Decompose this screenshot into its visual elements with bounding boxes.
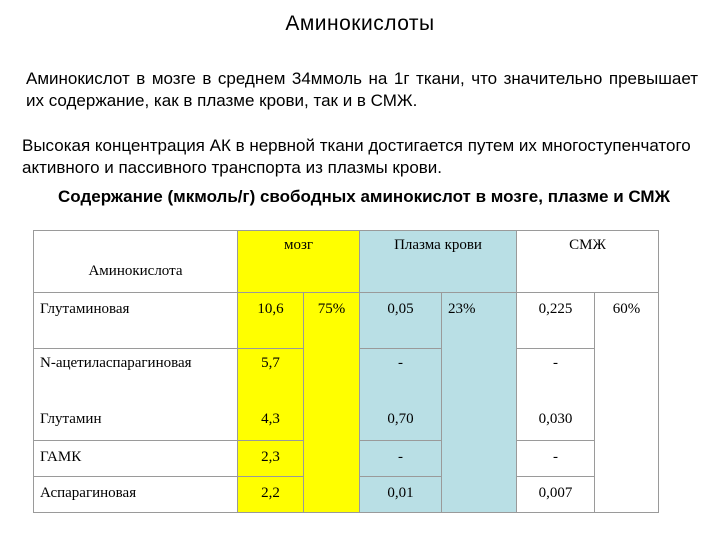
header-amino-acid: Аминокислота bbox=[34, 231, 238, 293]
row-name: Глутамин bbox=[34, 399, 238, 441]
header-csf: СМЖ bbox=[517, 231, 659, 293]
row-brain-value: 2,3 bbox=[238, 441, 304, 477]
row-csf-value: - bbox=[517, 441, 595, 477]
row-name: Глутаминовая bbox=[34, 293, 238, 349]
row-name: ГАМК bbox=[34, 441, 238, 477]
row-plasma-value: - bbox=[360, 349, 442, 399]
row-brain-value: 5,7 bbox=[238, 349, 304, 399]
plasma-percent: 23% bbox=[442, 293, 517, 513]
table-row bbox=[34, 293, 659, 349]
intro-paragraph: Аминокислот в мозге в среднем 34ммоль на 1г ткани, что значительно превышает их содержание, как в плазме крови, так и в СМЖ. bbox=[26, 69, 698, 110]
transport-paragraph: Высокая концентрация АК в нервной ткани достигается путем их многоступенчатого активного и пассивного транспорта из плазмы крови. bbox=[22, 136, 691, 177]
table-heading: Содержание (мкмоль/г) свободных аминокислот в мозге, плазме и СМЖ bbox=[58, 187, 670, 206]
csf-percent: 60% bbox=[595, 293, 659, 513]
row-name: Аспарагиновая bbox=[34, 477, 238, 513]
row-csf-value: 0,030 bbox=[517, 399, 595, 441]
header-brain: мозг bbox=[238, 231, 360, 293]
brain-percent: 75% bbox=[304, 293, 360, 513]
table-header-row bbox=[34, 231, 659, 293]
amino-acid-table bbox=[33, 230, 659, 513]
row-csf-value: 0,225 bbox=[517, 293, 595, 349]
row-plasma-value: - bbox=[360, 441, 442, 477]
row-name: N-ацетиласпарагиновая bbox=[34, 349, 238, 399]
row-plasma-value: 0,01 bbox=[360, 477, 442, 513]
row-brain-value: 2,2 bbox=[238, 477, 304, 513]
row-plasma-value: 0,05 bbox=[360, 293, 442, 349]
page-title: Аминокислоты bbox=[285, 12, 435, 35]
row-brain-value: 10,6 bbox=[238, 293, 304, 349]
row-plasma-value: 0,70 bbox=[360, 399, 442, 441]
row-csf-value: 0,007 bbox=[517, 477, 595, 513]
row-csf-value: - bbox=[517, 349, 595, 399]
header-plasma: Плазма крови bbox=[360, 231, 517, 293]
row-brain-value: 4,3 bbox=[238, 399, 304, 441]
